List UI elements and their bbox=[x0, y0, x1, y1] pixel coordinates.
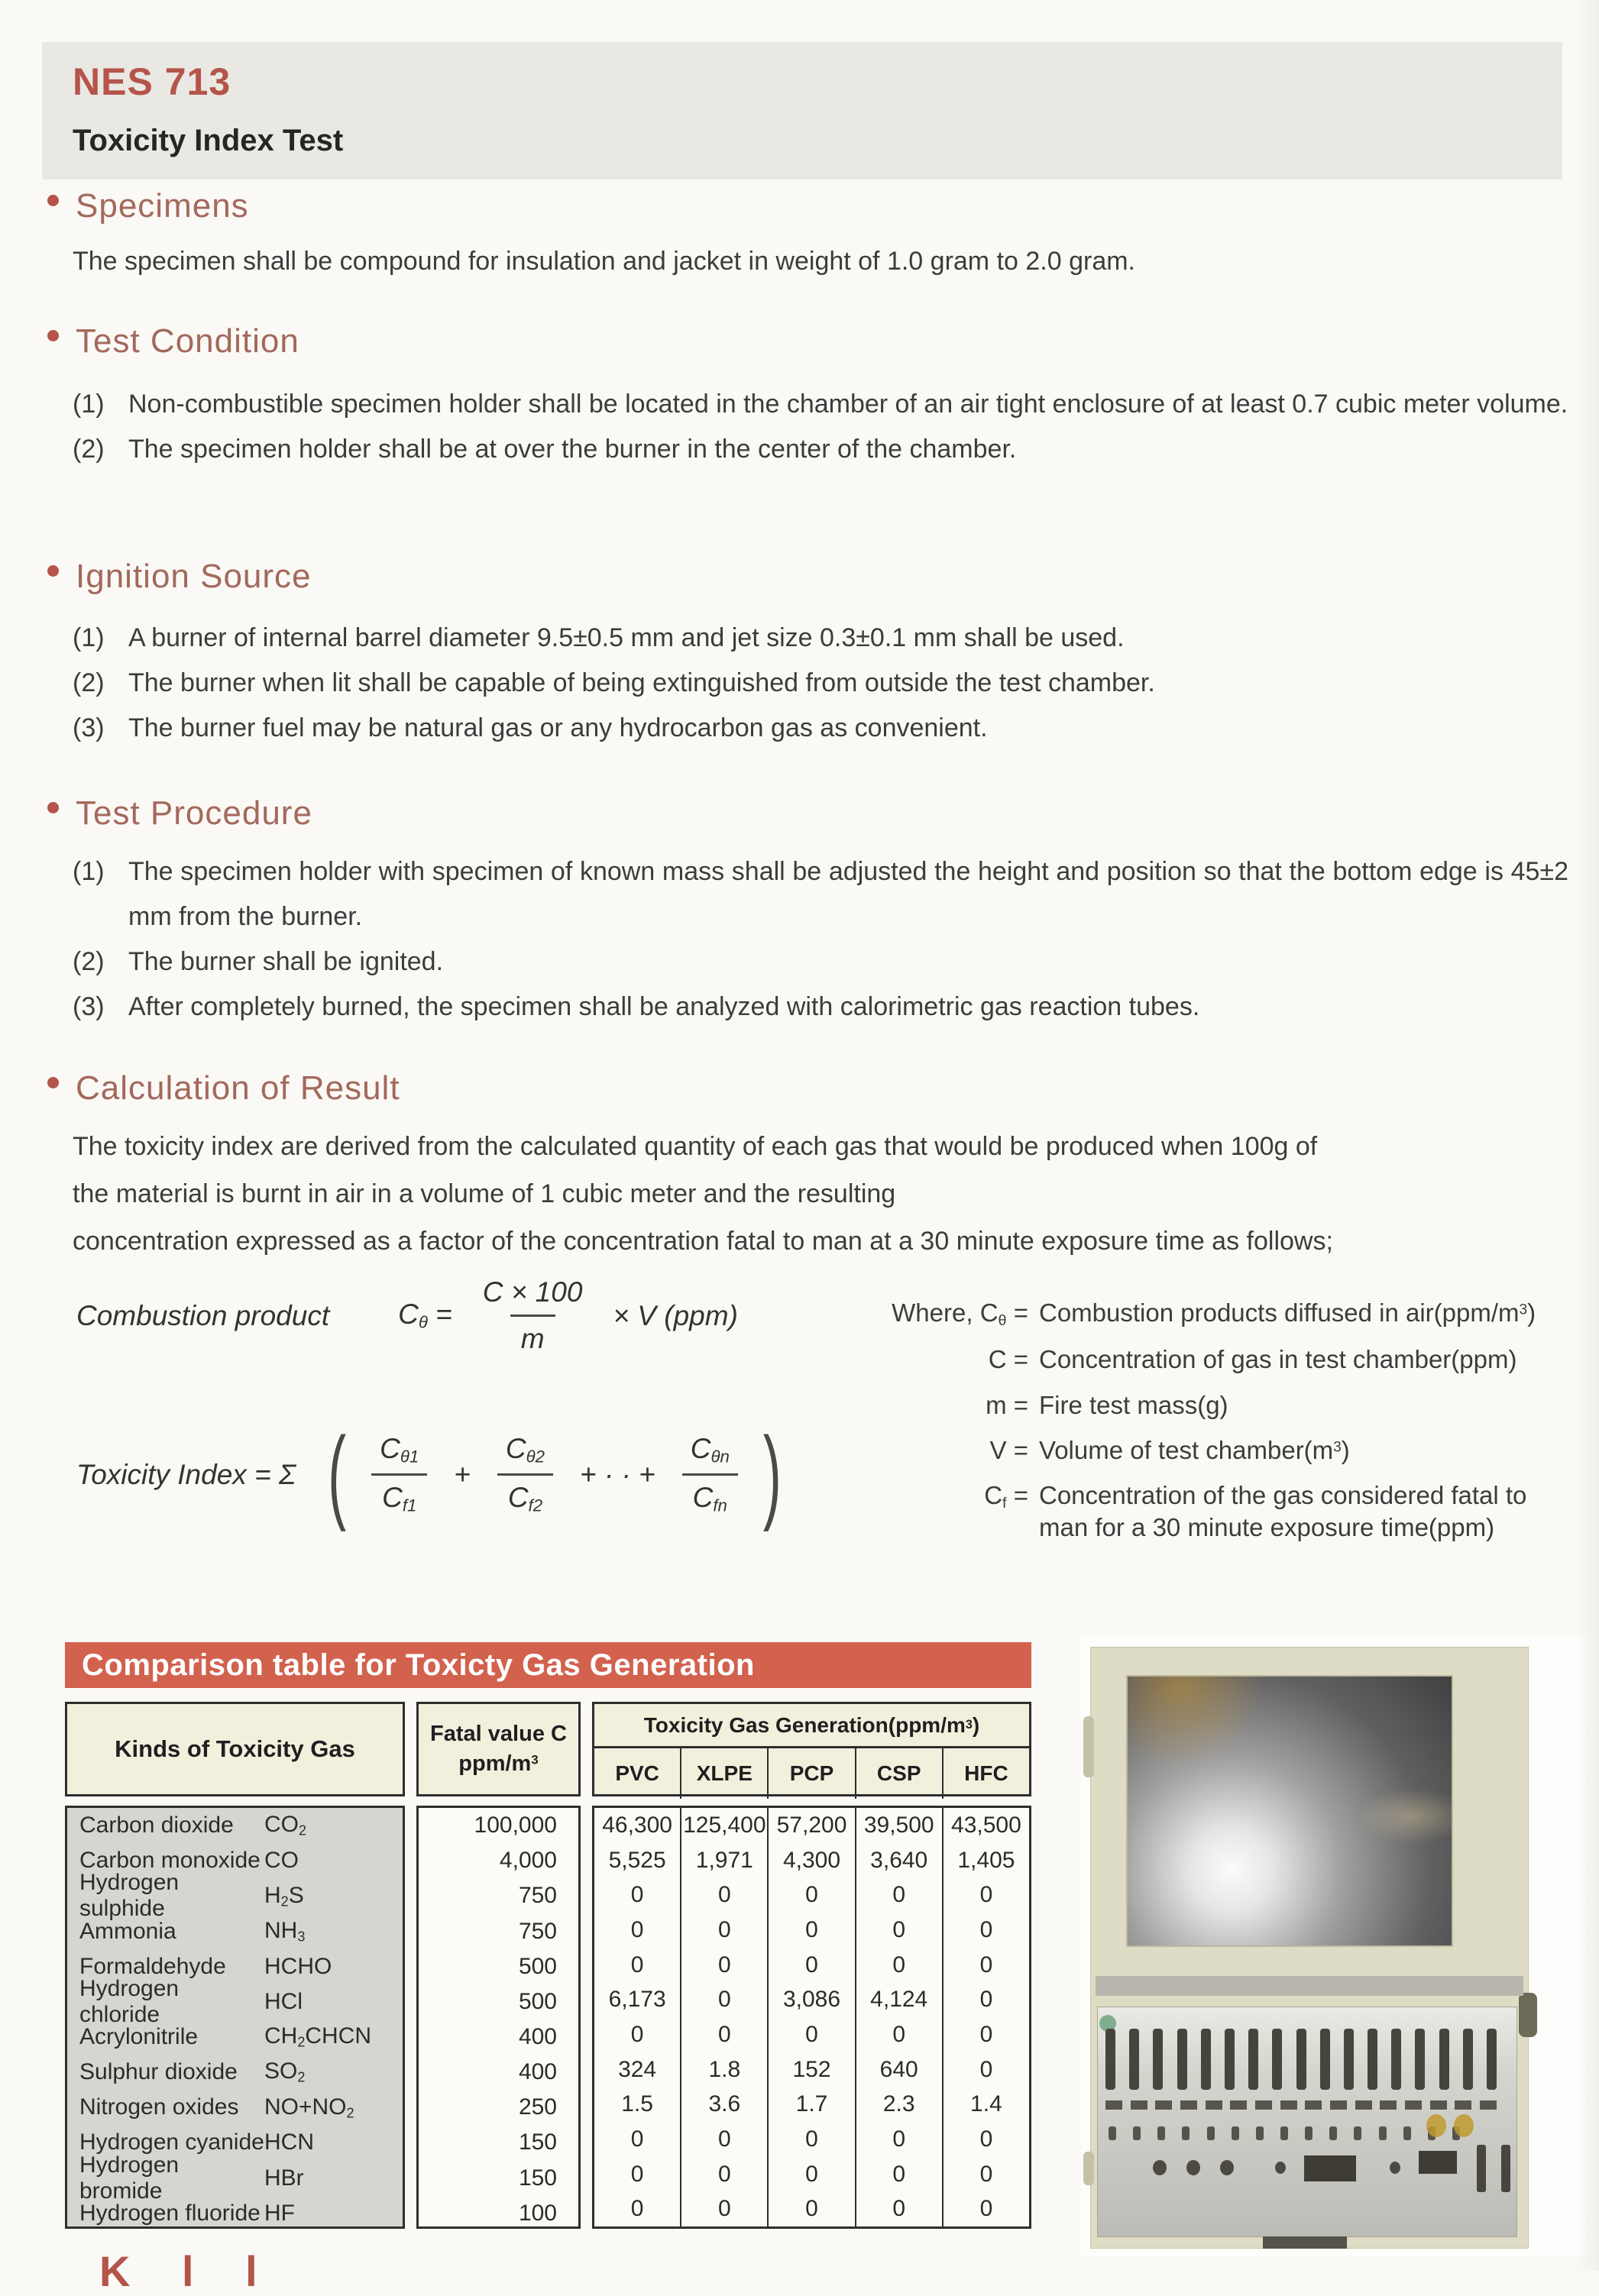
toggle-slot bbox=[1344, 2029, 1354, 2090]
slot-label bbox=[1355, 2100, 1372, 2110]
fatal-value-cell: 750 bbox=[518, 1918, 557, 1944]
section-heading-test-condition bbox=[47, 322, 299, 361]
gas-formula: HF bbox=[264, 2200, 295, 2226]
document-title: Toxicity Index Test bbox=[73, 124, 344, 157]
list-item: (2) The burner when lit shall be capable of being extinguished from outside the test chamber. bbox=[73, 661, 1568, 706]
toggle-slot bbox=[1463, 2029, 1473, 2090]
panel-screw bbox=[1133, 2126, 1141, 2140]
generation-value-cell: 0 bbox=[717, 1882, 731, 1908]
generation-value-cell: 0 bbox=[717, 2021, 731, 2047]
generation-value-cell: 4,300 bbox=[782, 1847, 841, 1873]
generation-value-cell: 1.8 bbox=[708, 2056, 741, 2082]
slot-label bbox=[1480, 2100, 1497, 2110]
generation-value-cell: 0 bbox=[630, 2196, 644, 2222]
formula-fraction bbox=[369, 1433, 429, 1515]
fatal-value-cell: 150 bbox=[518, 2165, 557, 2191]
legend-term: Where, $C_\theta$ = bbox=[892, 1298, 1028, 1329]
paragraph-line: concentration expressed as a factor of the concentration fatal to man at a 30 minute exposure time as follows; bbox=[73, 1227, 1333, 1256]
fatal-value-cell: 250 bbox=[518, 2094, 557, 2120]
toggle-slot bbox=[1105, 2029, 1115, 2090]
product-value-column bbox=[594, 1808, 681, 2226]
generation-value-cell: 0 bbox=[717, 1987, 731, 2013]
fraction-numerator: C × 100 bbox=[482, 1276, 583, 1308]
formula-fraction bbox=[495, 1433, 555, 1515]
generation-value-cell: 0 bbox=[805, 2021, 818, 2047]
generation-value-cell: 0 bbox=[630, 2161, 644, 2187]
table-row-gas bbox=[67, 2020, 403, 2055]
toggle-slot bbox=[1415, 2029, 1425, 2090]
fraction-denominator: $C_{f2}$ bbox=[497, 1473, 553, 1516]
product-value-column bbox=[856, 1808, 944, 2226]
fraction-denominator: $C_{fn}$ bbox=[682, 1473, 738, 1516]
fraction-denominator: m bbox=[510, 1315, 555, 1355]
gas-name: Nitrogen oxides bbox=[79, 2094, 239, 2120]
formula-fraction bbox=[680, 1433, 740, 1515]
label-row bbox=[1105, 2100, 1497, 2113]
panel-switch bbox=[1477, 2145, 1486, 2192]
panel-handle bbox=[1263, 2236, 1347, 2249]
formula-rhs: × V (ppm) bbox=[613, 1299, 738, 1331]
cabinet-latch bbox=[1083, 2152, 1094, 2185]
generation-value-cell: 0 bbox=[892, 1952, 906, 1977]
list-item: (2) The specimen holder shall be at over the burner in the center of the chamber. bbox=[73, 427, 1568, 472]
list-item: (3) The burner fuel may be natural gas or any hydrocarbon gas as convenient. bbox=[73, 706, 1568, 751]
document-code: NES 713 bbox=[73, 60, 231, 103]
panel-top-strip bbox=[1096, 1976, 1523, 1996]
product-value-column bbox=[944, 1808, 1029, 2226]
generation-value-cell: 0 bbox=[892, 2196, 906, 2222]
generation-value-cell: 640 bbox=[879, 2056, 918, 2082]
panel-knob bbox=[1220, 2160, 1234, 2175]
table-body-kinds bbox=[65, 1806, 405, 2229]
toggle-slot bbox=[1391, 2029, 1401, 2090]
table-row-gas bbox=[67, 1870, 403, 1922]
table-body-fatal bbox=[416, 1806, 581, 2229]
legend-row bbox=[824, 1389, 1580, 1421]
fatal-value-cell: 400 bbox=[518, 2024, 557, 2050]
switch-row bbox=[1105, 2029, 1497, 2094]
toggle-slot bbox=[1129, 2029, 1139, 2090]
chamber-window bbox=[1126, 1675, 1453, 1947]
paragraph-line: the material is burnt in air in a volume of 1 cubic meter and the resulting bbox=[73, 1179, 896, 1208]
panel-screw bbox=[1280, 2126, 1288, 2140]
generation-value-cell: 5,525 bbox=[608, 1847, 666, 1873]
scan-edge-shadow bbox=[1574, 0, 1599, 2271]
legend-term: m = bbox=[986, 1390, 1028, 1419]
generation-value-cell: 125,400 bbox=[683, 1812, 766, 1838]
calculation-paragraph bbox=[73, 1123, 1568, 1265]
generation-value-cell: 0 bbox=[630, 1952, 644, 1977]
brass-fitting bbox=[1426, 2114, 1446, 2137]
slot-label bbox=[1455, 2100, 1471, 2110]
fraction-denominator: $C_{f1}$ bbox=[371, 1473, 427, 1516]
legend-definition: Concentration of the gas considered fatal to man for a 30 minute exposure time(ppm) bbox=[1039, 1480, 1527, 1542]
generation-value-cell: 0 bbox=[717, 2161, 731, 2187]
slot-label bbox=[1405, 2100, 1422, 2110]
generation-value-cell: 0 bbox=[892, 2161, 906, 2187]
formula-legend bbox=[824, 1297, 1580, 1557]
toggle-slot bbox=[1296, 2029, 1306, 2090]
generation-value-cell: 0 bbox=[630, 2126, 644, 2152]
generation-value-cell: 0 bbox=[630, 2021, 644, 2047]
product-column-header: XLPE bbox=[681, 1748, 769, 1799]
generation-value-cell: 0 bbox=[805, 2126, 818, 2152]
gas-generation-label: Toxicity Gas Generation(ppm/m 3 ) bbox=[594, 1704, 1029, 1748]
panel-screw bbox=[1379, 2126, 1387, 2140]
formula-lhs: $C_\theta$ = bbox=[398, 1298, 452, 1332]
section-test-procedure bbox=[47, 794, 312, 833]
generation-value-cell: 0 bbox=[979, 2161, 993, 2187]
screw-row bbox=[1109, 2126, 1460, 2142]
generation-value-cell: 0 bbox=[979, 2126, 993, 2152]
table-header-gas-generation bbox=[592, 1702, 1031, 1796]
generation-value-cell: 3,640 bbox=[870, 1847, 928, 1873]
section-heading-ignition-source bbox=[47, 558, 312, 596]
gas-formula: HCN bbox=[264, 2129, 314, 2155]
product-column-header: CSP bbox=[856, 1748, 944, 1799]
slot-label bbox=[1206, 2100, 1222, 2110]
slot-label bbox=[1131, 2100, 1147, 2110]
equipment-photo bbox=[1081, 1635, 1585, 2257]
section-heading-label: Test Procedure bbox=[76, 794, 312, 832]
open-paren: ( bbox=[328, 1416, 347, 1533]
section-heading-label: Specimens bbox=[76, 187, 249, 225]
legend-term: V = bbox=[989, 1435, 1028, 1464]
generation-value-cell: 0 bbox=[979, 1916, 993, 1942]
bullet-icon bbox=[47, 330, 59, 341]
panel-knob bbox=[1275, 2162, 1286, 2174]
panel-screw bbox=[1329, 2126, 1337, 2140]
legend-row bbox=[824, 1434, 1580, 1467]
plus-separator: + · · + bbox=[580, 1458, 655, 1490]
slot-label bbox=[1255, 2100, 1272, 2110]
generation-value-cell: 46,300 bbox=[602, 1812, 672, 1838]
gas-formula: $H_2S$ bbox=[264, 1882, 304, 1910]
generation-value-cell: 3,086 bbox=[782, 1987, 841, 2013]
generation-value-cell: 0 bbox=[892, 1916, 906, 1942]
ignition-source-items bbox=[73, 616, 1568, 751]
formula-label: Toxicity Index = Σ bbox=[76, 1458, 296, 1490]
gas-name: Sulphur dioxide bbox=[79, 2059, 238, 2085]
generation-value-cell: 0 bbox=[717, 1916, 731, 1942]
list-item: (1) Non-combustible specimen holder shall be located in the chamber of an air tight enclosure of at least 0.7 cubic meter volume. bbox=[73, 382, 1568, 427]
generation-value-cell: 0 bbox=[717, 2196, 731, 2222]
section-heading-test-procedure bbox=[47, 794, 312, 833]
formula-label: Combustion product bbox=[76, 1299, 330, 1331]
legend-definition: Fire test mass(g) bbox=[1039, 1390, 1228, 1419]
toxicity-fraction-series bbox=[349, 1433, 760, 1515]
toxicity-index-formula bbox=[76, 1416, 785, 1533]
list-item: (3) After completely burned, the specimen shall be analyzed with calorimetric gas reaction tubes. bbox=[73, 985, 1568, 1030]
page-header-band bbox=[42, 42, 1562, 179]
generation-value-cell: 3.6 bbox=[708, 2091, 741, 2117]
toggle-slot bbox=[1320, 2029, 1330, 2090]
gas-name: Hydrogen sulphide bbox=[79, 1870, 180, 1922]
slot-label bbox=[1305, 2100, 1322, 2110]
generation-value-cell: 0 bbox=[979, 1882, 993, 1908]
fraction-numerator: $C_{\theta 2}$ bbox=[505, 1433, 545, 1467]
item-number: (2) bbox=[73, 668, 105, 697]
test-chamber-cabinet bbox=[1090, 1647, 1529, 2249]
generation-value-cell: 324 bbox=[618, 2056, 657, 2082]
plus-separator: + bbox=[454, 1458, 471, 1490]
gas-formula: HBr bbox=[264, 2165, 304, 2191]
gas-formula: CO bbox=[264, 1848, 299, 1874]
bullet-icon bbox=[47, 1077, 59, 1088]
legend-row bbox=[824, 1479, 1580, 1544]
product-column-header: PVC bbox=[594, 1748, 681, 1799]
test-procedure-items bbox=[73, 849, 1568, 1030]
gas-name: Hydrogen chloride bbox=[79, 1975, 180, 2027]
fatal-value-cell: 500 bbox=[518, 1988, 557, 2014]
generation-value-cell: 2.3 bbox=[882, 2091, 915, 2117]
table-row-gas bbox=[67, 1913, 403, 1948]
generation-value-cell: 0 bbox=[979, 1987, 993, 2013]
slot-label bbox=[1180, 2100, 1197, 2110]
table-row-gas bbox=[67, 2196, 403, 2231]
legend-row bbox=[824, 1297, 1580, 1331]
generation-value-cell: 0 bbox=[892, 2021, 906, 2047]
generation-value-cell: 57,200 bbox=[776, 1812, 847, 1838]
panel-screw bbox=[1157, 2126, 1165, 2140]
product-column-headers bbox=[594, 1748, 1029, 1799]
fatal-value-cell: 100 bbox=[518, 2200, 557, 2226]
door-hinge-knob bbox=[1519, 1993, 1537, 2037]
toggle-slot bbox=[1177, 2029, 1187, 2090]
panel-switch bbox=[1501, 2145, 1510, 2192]
gas-name: Hydrogen fluoride bbox=[79, 2200, 261, 2226]
table-row-gas bbox=[67, 2152, 403, 2204]
item-number: (2) bbox=[73, 435, 105, 464]
specimens-paragraph: The specimen shall be compound for insulation and jacket in weight of 1.0 gram to 2.0 gram. bbox=[73, 247, 1135, 276]
legend-definition: Volume of test $chamber(m^3)$ bbox=[1039, 1435, 1350, 1464]
gas-formula: $CH_2CHCN$ bbox=[264, 2023, 372, 2050]
panel-screw bbox=[1182, 2126, 1190, 2140]
generation-value-cell: 0 bbox=[717, 1952, 731, 1977]
list-item: (2) The burner shall be ignited. bbox=[73, 939, 1568, 985]
generation-value-cell: 0 bbox=[805, 2161, 818, 2187]
generation-value-cell: 43,500 bbox=[951, 1812, 1021, 1838]
toggle-slot bbox=[1368, 2029, 1377, 2090]
generation-value-cell: 0 bbox=[805, 1952, 818, 1977]
generation-value-cell: 1.7 bbox=[795, 2091, 828, 2117]
gas-name: Ammonia bbox=[79, 1918, 176, 1944]
gas-name: Hydrogen bromide bbox=[79, 2152, 180, 2204]
fatal-value-cell: 400 bbox=[518, 2059, 557, 2085]
generation-value-cell: 0 bbox=[630, 1916, 644, 1942]
section-heading-specimens bbox=[47, 187, 249, 225]
item-number: (3) bbox=[73, 713, 105, 742]
cabinet-latch bbox=[1083, 1716, 1094, 1777]
slot-label bbox=[1230, 2100, 1247, 2110]
toggle-slot bbox=[1153, 2029, 1163, 2090]
fatal-value-cell: 500 bbox=[518, 1953, 557, 1979]
item-number: (3) bbox=[73, 992, 105, 1021]
table-row-gas bbox=[67, 2055, 403, 2090]
legend-definition: Combustion products diffused in $air(ppm/m^3)$ bbox=[1039, 1298, 1536, 1327]
product-value-column bbox=[769, 1808, 856, 2226]
fatal-value-cell: 750 bbox=[518, 1883, 557, 1909]
legend-row bbox=[824, 1344, 1580, 1376]
panel-knob bbox=[1186, 2160, 1200, 2175]
toggle-slot bbox=[1272, 2029, 1282, 2090]
gas-name: Hydrogen cyanide bbox=[79, 2129, 264, 2155]
generation-value-cell: 39,500 bbox=[863, 1812, 934, 1838]
cutoff-next-heading: K l l bbox=[99, 2247, 277, 2295]
slot-label bbox=[1430, 2100, 1447, 2110]
bullet-icon bbox=[47, 802, 59, 813]
toggle-slot bbox=[1225, 2029, 1235, 2090]
control-panel bbox=[1097, 2007, 1517, 2237]
list-item: (1) A burner of internal barrel diameter 9.5±0.5 mm and jet size 0.3±0.1 mm shall be used. bbox=[73, 616, 1568, 661]
panel-knob bbox=[1390, 2162, 1400, 2174]
generation-value-cell: 0 bbox=[717, 2126, 731, 2152]
panel-display bbox=[1304, 2155, 1356, 2181]
panel-knob bbox=[1153, 2160, 1167, 2175]
panel-screw bbox=[1256, 2126, 1264, 2140]
product-value-column bbox=[681, 1808, 769, 2226]
toggle-slot bbox=[1201, 2029, 1211, 2090]
slot-label bbox=[1380, 2100, 1397, 2110]
generation-value-cell: 152 bbox=[792, 2056, 831, 2082]
panel-screw bbox=[1403, 2126, 1411, 2140]
formula-fraction bbox=[472, 1276, 594, 1355]
toggle-slot bbox=[1248, 2029, 1258, 2090]
gas-formula: $CO_2$ bbox=[264, 1812, 307, 1838]
section-heading-label: Calculation of Result bbox=[76, 1069, 400, 1107]
generation-value-cell: 0 bbox=[805, 1916, 818, 1942]
gas-name: Formaldehyde bbox=[79, 1953, 226, 1979]
close-paren: ) bbox=[762, 1416, 782, 1533]
gas-name: Acrylonitrile bbox=[79, 2024, 199, 2050]
table-header-kinds: Kinds of Toxicity Gas bbox=[65, 1702, 405, 1796]
generation-value-cell: 0 bbox=[630, 1882, 644, 1908]
table-title-bar: Comparison table for Toxicty Gas Generation bbox=[65, 1642, 1031, 1688]
panel-display bbox=[1419, 2151, 1457, 2174]
table-body-generation bbox=[592, 1806, 1031, 2229]
section-heading-label: Ignition Source bbox=[76, 558, 312, 595]
brass-fitting bbox=[1454, 2114, 1474, 2137]
panel-screw bbox=[1305, 2126, 1313, 2140]
fatal-value-cell: 4,000 bbox=[499, 1848, 557, 1874]
bullet-icon bbox=[47, 195, 59, 206]
generation-value-cell: 1.5 bbox=[621, 2091, 653, 2117]
combustion-product-formula bbox=[76, 1268, 738, 1363]
panel-screw bbox=[1354, 2126, 1361, 2140]
panel-screw bbox=[1207, 2126, 1215, 2140]
product-column-header: PCP bbox=[769, 1748, 856, 1799]
section-heading-label: Test Condition bbox=[76, 322, 299, 360]
gas-formula: $NO+NO_2$ bbox=[264, 2094, 354, 2121]
fraction-numerator: $C_{\theta n}$ bbox=[690, 1433, 730, 1467]
table-row-gas bbox=[67, 2090, 403, 2125]
section-test-condition bbox=[47, 322, 299, 361]
toggle-slot bbox=[1439, 2029, 1449, 2090]
gas-formula: HCl bbox=[264, 1988, 303, 2014]
bullet-icon bbox=[47, 565, 59, 577]
generation-value-cell: 0 bbox=[892, 1882, 906, 1908]
item-number: (2) bbox=[73, 947, 105, 976]
gas-formula: HCHO bbox=[264, 1953, 332, 1979]
gas-name: Carbon monoxide bbox=[79, 1848, 261, 1874]
item-number: (1) bbox=[73, 857, 105, 886]
gas-formula: $NH_3$ bbox=[264, 1917, 306, 1945]
generation-value-cell: 1.4 bbox=[970, 2091, 1002, 2117]
gas-name: Carbon dioxide bbox=[79, 1813, 234, 1838]
table-header-fatal-value bbox=[416, 1702, 581, 1796]
generation-value-cell: 0 bbox=[892, 2126, 906, 2152]
slot-label bbox=[1280, 2100, 1297, 2110]
generation-value-cell: 0 bbox=[805, 2196, 818, 2222]
slot-label bbox=[1105, 2100, 1122, 2110]
legend-term: $C_f$ = bbox=[984, 1480, 1028, 1512]
test-condition-items bbox=[73, 382, 1568, 472]
fatal-value-cell: 150 bbox=[518, 2129, 557, 2155]
list-item: (1) The specimen holder with specimen of known mass shall be adjusted the height and position so that the bottom edge is 45±2 mm from the burner. bbox=[73, 849, 1568, 939]
table-row-gas bbox=[67, 1808, 403, 1843]
generation-value-cell: 0 bbox=[979, 2196, 993, 2222]
fatal-value-cell: 100,000 bbox=[474, 1813, 557, 1838]
slot-label bbox=[1155, 2100, 1172, 2110]
generation-value-cell: 1,971 bbox=[695, 1847, 753, 1873]
section-ignition-source bbox=[47, 558, 312, 596]
table-row-gas bbox=[67, 1975, 403, 2027]
section-heading-calculation bbox=[47, 1069, 400, 1108]
legend-definition: Concentration of gas in test chamber(ppm) bbox=[1039, 1345, 1517, 1374]
slot-label bbox=[1330, 2100, 1347, 2110]
panel-screw bbox=[1232, 2126, 1239, 2140]
item-number: (1) bbox=[73, 623, 105, 652]
generation-value-cell: 0 bbox=[979, 2056, 993, 2082]
fatal-value-line1: Fatal value C bbox=[430, 1721, 567, 1746]
product-column-header: HFC bbox=[964, 1761, 1008, 1785]
legend-term: C = bbox=[988, 1345, 1028, 1374]
generation-value-cell: 6,173 bbox=[608, 1987, 666, 2013]
fraction-numerator: $C_{\theta 1}$ bbox=[380, 1433, 419, 1467]
generation-value-cell: 0 bbox=[805, 1882, 818, 1908]
gas-formula: $SO_2$ bbox=[264, 2058, 306, 2085]
generation-value-cell: 0 bbox=[979, 2021, 993, 2047]
generation-value-cell: 4,124 bbox=[870, 1987, 928, 2013]
section-specimens bbox=[47, 187, 249, 225]
fatal-value-line2: ppm/$m^3$ bbox=[458, 1751, 539, 1776]
generation-value-cell: 1,405 bbox=[957, 1847, 1015, 1873]
panel-screw bbox=[1109, 2126, 1116, 2140]
section-calculation bbox=[47, 1069, 400, 1108]
generation-value-cell: 0 bbox=[979, 1952, 993, 1977]
paragraph-line: The toxicity index are derived from the calculated quantity of each gas that would be produced when 100g of bbox=[73, 1132, 1318, 1161]
item-number: (1) bbox=[73, 390, 105, 419]
toggle-slot bbox=[1487, 2029, 1497, 2090]
